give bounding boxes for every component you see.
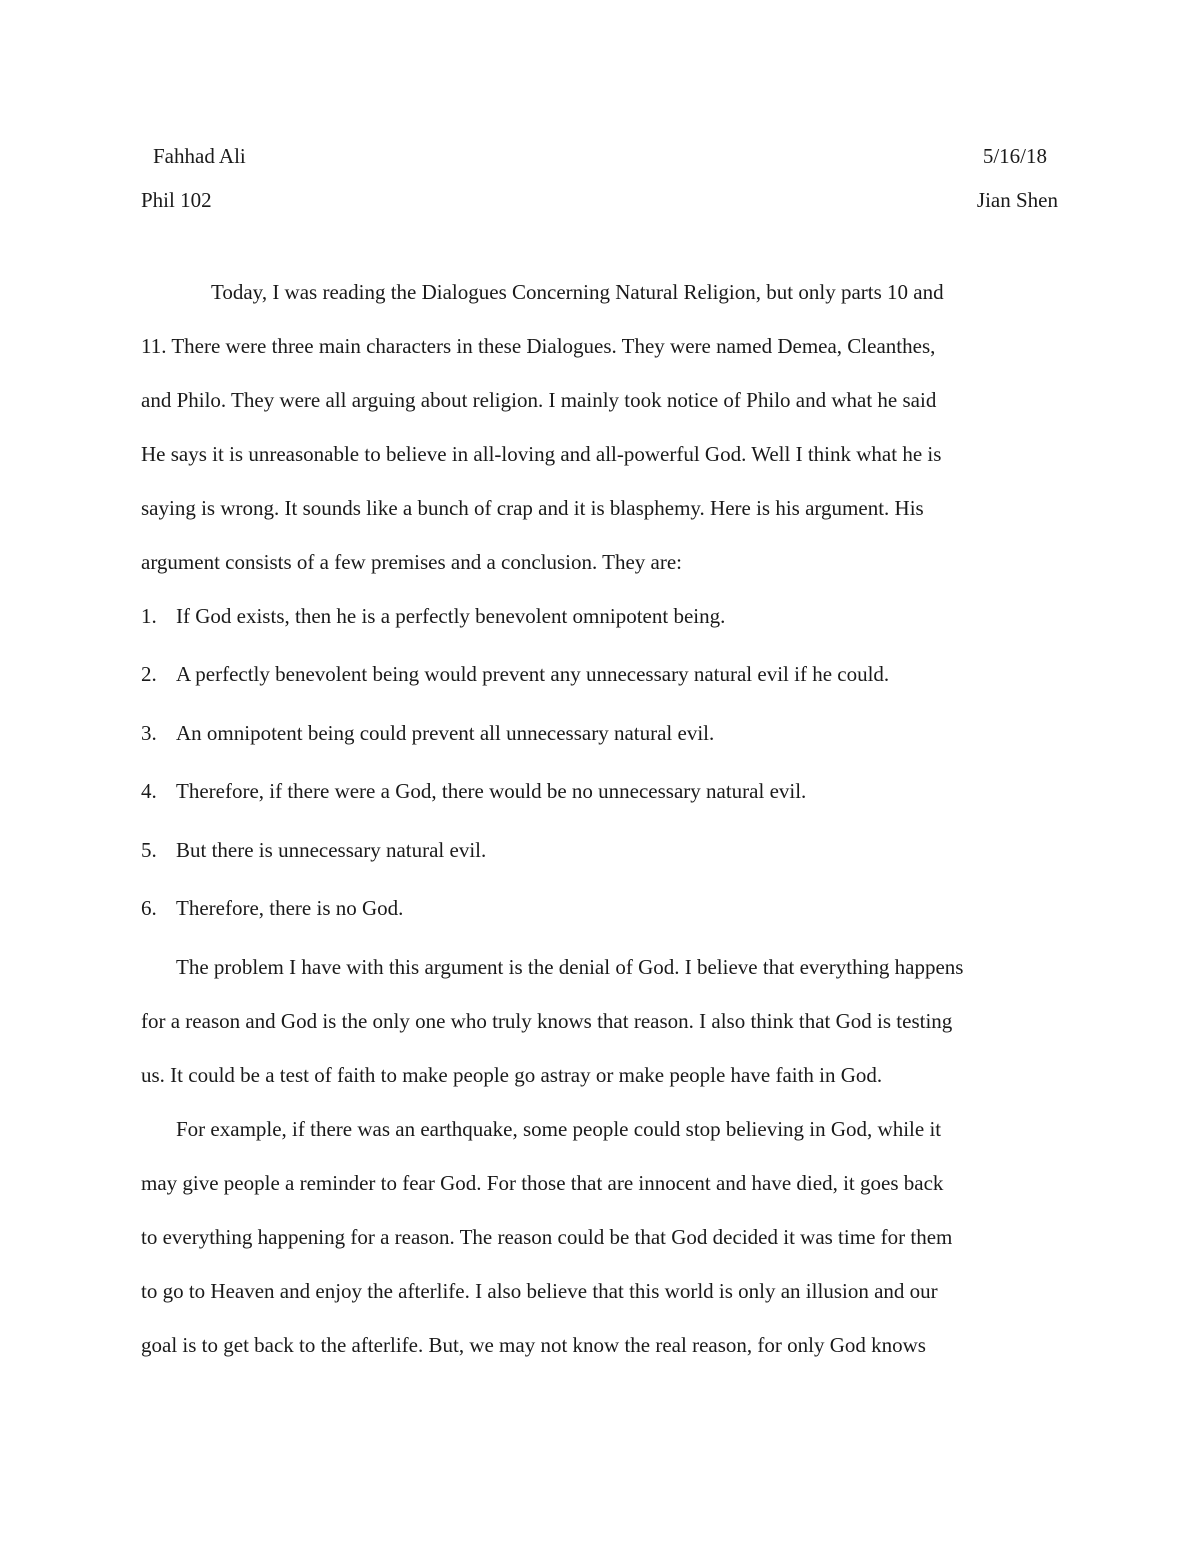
list-item: If God exists, then he is a perfectly benevolent omnipotent being. xyxy=(176,604,726,628)
paragraph-line: He says it is unreasonable to believe in all-loving and all-powerful God. Well I think what he is xyxy=(141,442,942,466)
paragraph-line: argument consists of a few premises and a conclusion. They are: xyxy=(141,550,682,574)
paragraph-line: may give people a reminder to fear God. For those that are innocent and have died, it goes back xyxy=(141,1171,944,1195)
list-item: But there is unnecessary natural evil. xyxy=(176,838,487,862)
list-item: A perfectly benevolent being would prevent any unnecessary natural evil if he could. xyxy=(176,662,890,686)
paragraph-line: for a reason and God is the only one who truly knows that reason. I also think that God is testing xyxy=(141,1009,953,1033)
paragraph-line: us. It could be a test of faith to make people go astray or make people have faith in God. xyxy=(141,1063,883,1087)
course-name: Phil 102 xyxy=(141,188,212,212)
paragraph-line: 11. There were three main characters in these Dialogues. They were named Demea, Cleanthes, xyxy=(141,334,936,358)
paragraph-line: Today, I was reading the Dialogues Concerning Natural Religion, but only parts 10 and xyxy=(211,280,944,304)
list-item-number: 4. xyxy=(141,779,157,803)
assignment-date: 5/16/18 xyxy=(982,144,1047,168)
list-item-number: 1. xyxy=(141,604,157,628)
list-item: Therefore, if there were a God, there would be no unnecessary natural evil. xyxy=(176,779,807,803)
paragraph-line: goal is to get back to the afterlife. But, we may not know the real reason, for only God knows xyxy=(141,1333,926,1357)
paragraph-line: The problem I have with this argument is the denial of God. I believe that everything happens xyxy=(176,955,964,979)
paragraph-line: to go to Heaven and enjoy the afterlife. I also believe that this world is only an illusion and our xyxy=(141,1279,938,1303)
author-name: Fahhad Ali xyxy=(153,144,246,168)
list-item: An omnipotent being could prevent all unnecessary natural evil. xyxy=(176,721,715,745)
paragraph-line: saying is wrong. It sounds like a bunch of crap and it is blasphemy. Here is his argument. His xyxy=(141,496,924,520)
list-item-number: 3. xyxy=(141,721,157,745)
list-item-number: 6. xyxy=(141,896,157,920)
paragraph-line: to everything happening for a reason. The reason could be that God decided it was time for them xyxy=(141,1225,953,1249)
paragraph-line: For example, if there was an earthquake, some people could stop believing in God, while it xyxy=(176,1117,942,1141)
paragraph-line: and Philo. They were all arguing about religion. I mainly took notice of Philo and what he said xyxy=(141,388,937,412)
instructor-name: Jian Shen xyxy=(976,188,1058,212)
list-item: Therefore, there is no God. xyxy=(176,896,404,920)
list-item-number: 2. xyxy=(141,662,157,686)
list-item-number: 5. xyxy=(141,838,157,862)
